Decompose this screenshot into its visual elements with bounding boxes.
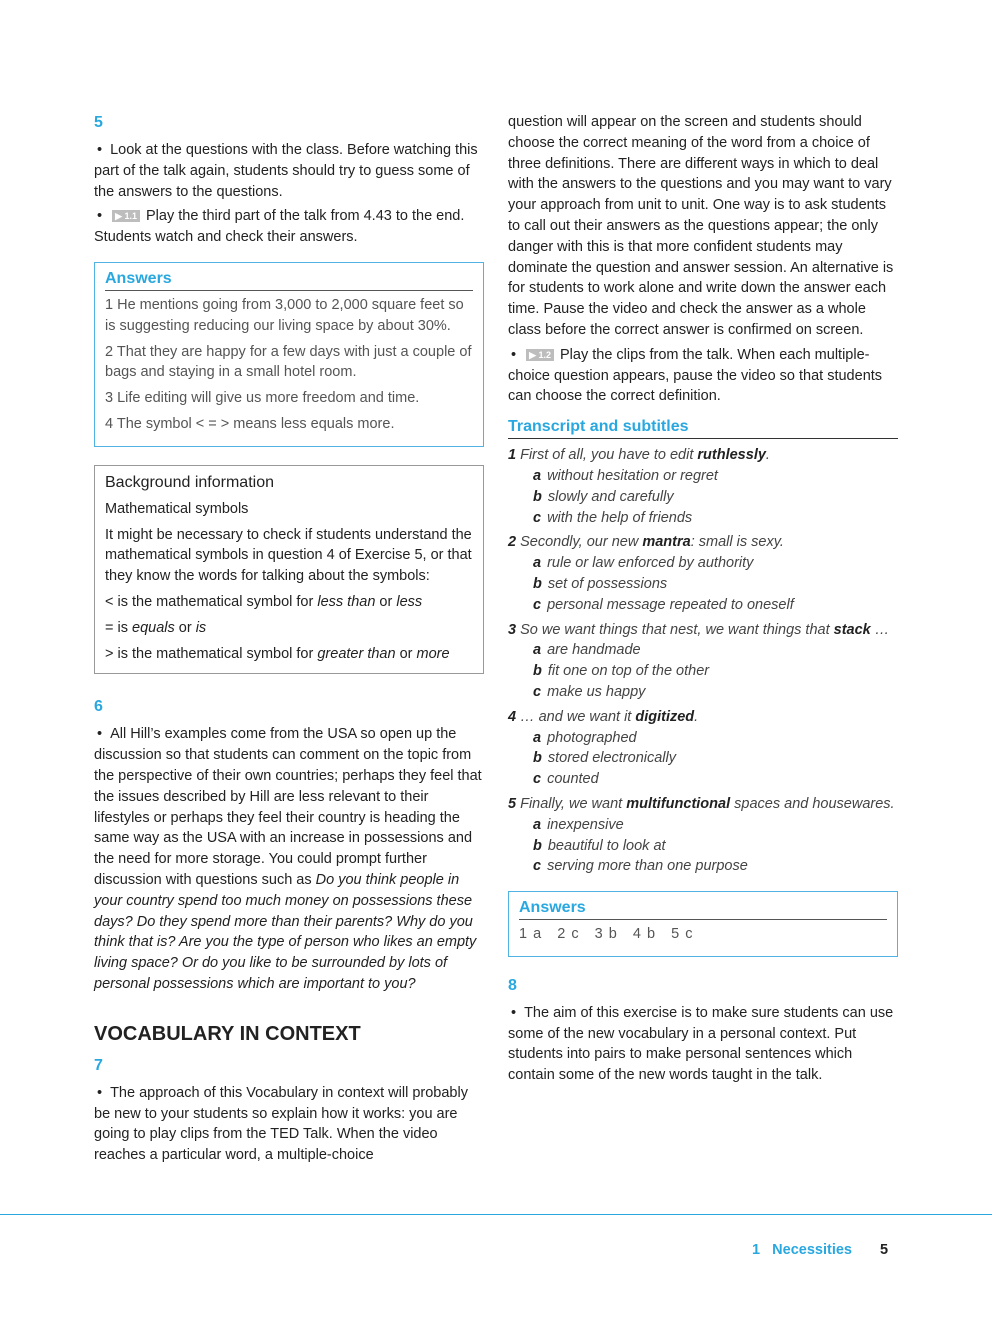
option-c: c with the help of friends [533,509,693,526]
question-text: Secondly, our new [520,534,643,551]
question-text: So we want things that nest, we want things that [520,621,834,638]
target-word: stack [833,621,871,638]
question-text: . [765,447,770,464]
video-clip-label: 1.2 [538,349,552,360]
video-play-icon[interactable]: ▶ 1.2 [526,349,554,361]
symbol-less-than [105,592,473,613]
symbol-equals [105,618,473,639]
question-1: 1 First of all, you have to edit ruthlessly. [508,447,770,464]
background-subtitle: Mathematical symbols [105,500,249,517]
symbol-text: < is the mathematical symbol for [105,593,318,610]
symbol-term: more [416,645,450,662]
answers-title: Answers [105,269,473,291]
target-word: ruthlessly [697,447,766,464]
option-a: a photographed [533,729,637,746]
page-footer [752,1240,888,1261]
answers-title: Answers [519,898,887,920]
answer-item: 1 He mentions going from 3,000 to 2,000 square feet so is suggesting reducing our living space by about 30%. [105,296,464,334]
answers-box-2 [508,891,898,957]
answer-item: 3 Life editing will give us more freedom and time. [105,390,420,407]
question-3: 3 So we want things that nest, we want things that stack … [508,621,890,638]
option-c: c counted [533,771,599,788]
question-5: 5 Finally, we want multifunctional spaces and housewares. [508,795,895,812]
target-word: multifunctional [626,795,731,812]
question-text: spaces and housewares. [730,795,895,812]
option-text: counted [547,771,599,788]
question-text: … [870,621,890,638]
option-text: stored electronically [547,750,677,767]
symbol-term: is [195,619,207,636]
video-clip-label: 1.1 [124,211,138,222]
symbol-term: less than [317,593,376,610]
question-text: . [694,708,699,725]
left-column [94,112,484,1170]
ex7-bullet-2 [508,345,898,407]
option-text: fit one on top of the other [547,663,710,680]
option-a: a rule or law enforced by authority [533,555,754,572]
option-b: b slowly and carefully [533,488,674,505]
option-a: a without hesitation or regret [533,467,718,484]
ex7-bullet-2-text: Play the clips from the talk. When each multiple-choice question appears, pause the video so that students can choose the correct definition. [508,346,883,405]
exercise-number-8: 8 [508,976,517,994]
vocabulary-heading: VOCABULARY IN CONTEXT [94,1022,361,1045]
option-text: make us happy [547,683,646,700]
ex6-text: All Hill’s examples come from the USA so open up the discussion so that students can comment on the topic from the perspective of their own countries; perhaps they feel that the issues described by Hill are less relevant to their lifestyles or perhaps they feel their country is heading the same way as the USA with an increase in possessions and the need for more storage. You could prompt further discussion with questions such as [94,726,482,888]
option-c: c make us happy [533,683,646,700]
exercise-number-7: 7 [94,1056,103,1074]
video-play-icon[interactable]: ▶ 1.1 [112,210,140,222]
answers-box-1 [94,262,484,447]
footer-rule [0,1214,992,1215]
background-info-box [94,465,484,675]
option-a: a are handmade [533,642,641,659]
option-a: a inexpensive [533,816,624,833]
ex6-bullet [94,724,484,994]
question-2: 2 Secondly, our new mantra: small is sexy. [508,534,784,551]
answer-item: 2 That they are happy for a few days with just a couple of bags and staying in a small hotel room. [105,343,472,381]
question-4: 4 … and we want it digitized. [508,708,699,725]
ex7-continued: question will appear on the screen and students should choose the correct meaning of the word from a choice of three definitions. There are different ways in which to deal with the answers to the questions and you may want to vary your approach from unit to unit. One way is to ask students to call out their answers as the questions appear; the only danger with this is that more confident students may dominate the question and answer session. An alternative is for students to work alone and write down the answer each time. Pause the video and check the answer as a whole class before the correct answer is confirmed on screen. [508,114,894,338]
symbol-text: = is [105,619,132,636]
option-text: rule or law enforced by authority [547,555,754,572]
option-text: with the help of friends [547,509,693,526]
background-paragraph: It might be necessary to check if students understand the mathematical symbols in question 4 of Exercise 5, or that they know the words for talking about the symbols: [105,526,472,585]
option-text: beautiful to look at [547,837,666,854]
question-text: Finally, we want [520,795,627,812]
option-b: b fit one on top of the other [533,663,710,680]
transcript-title: Transcript and subtitles [508,417,898,439]
ex5-bullet-2 [94,206,484,248]
option-c: c serving more than one purpose [533,858,748,875]
target-word: digitized [635,708,695,725]
exercise-number-6: 6 [94,698,103,716]
option-c: c personal message repeated to oneself [533,596,794,613]
ex8-bullet: • The aim of this exercise is to make sure students can use some of the new vocabulary in a personal context. Put students into pairs to make personal sentences which contain some of the new words taught in the talk. [508,1003,898,1086]
question-text: : small is sexy. [690,534,784,551]
option-text: without hesitation or regret [547,467,718,484]
answers-key: 1 a 2 c 3 b 4 b 5 c [519,926,694,943]
ex6-questions: Do you think people in your country spend too much money on possessions these days? Do they spend more than their parents? Why do you think that is? Are you the type of person who likes an empty living space? Or do you like to be surrounded by lots of personal possessions which are important to you? [94,871,477,992]
ex7-bullet: • The approach of this Vocabulary in context will probably be new to your students so explain how it works: you are going to play clips from the TED Talk. When the video reaches a particular word, a multiple-choice [94,1083,484,1166]
symbol-term: less [396,593,423,610]
right-column [508,112,898,1090]
option-text: set of possessions [547,575,668,592]
answer-item: 4 The symbol < = > means less equals more. [105,415,395,432]
footer-unit-title: Necessities [772,1242,852,1258]
exercise-number-5: 5 [94,114,103,131]
option-text: slowly and carefully [547,488,674,505]
ex5-bullet-2-text: Play the third part of the talk from 4.43 to the end. Students watch and check their answers. [94,208,465,246]
option-b: b beautiful to look at [533,837,666,854]
option-text: inexpensive [547,816,624,833]
option-b: b set of possessions [533,575,668,592]
symbol-text: or [375,593,397,610]
symbol-text: or [395,645,417,662]
option-text: serving more than one purpose [547,858,748,875]
symbol-text: > is the mathematical symbol for [105,645,318,662]
page-number: 5 [879,1242,889,1258]
option-b: b stored electronically [533,750,677,767]
background-title: Background information [105,473,274,491]
footer-unit-number: 1 [752,1242,761,1258]
question-text: … and we want it [520,708,636,725]
symbol-term: greater than [317,645,396,662]
ex5-bullet-1: • Look at the questions with the class. Before watching this part of the talk again, students should try to guess some of the answers to the questions. [94,140,484,202]
option-text: are handmade [547,642,641,659]
option-text: personal message repeated to oneself [547,596,794,613]
option-text: photographed [547,729,637,746]
target-word: mantra [642,534,691,551]
symbol-text: or [174,619,196,636]
symbol-term: equals [132,619,175,636]
symbol-greater-than [105,644,473,665]
question-text: First of all, you have to edit [520,447,698,464]
